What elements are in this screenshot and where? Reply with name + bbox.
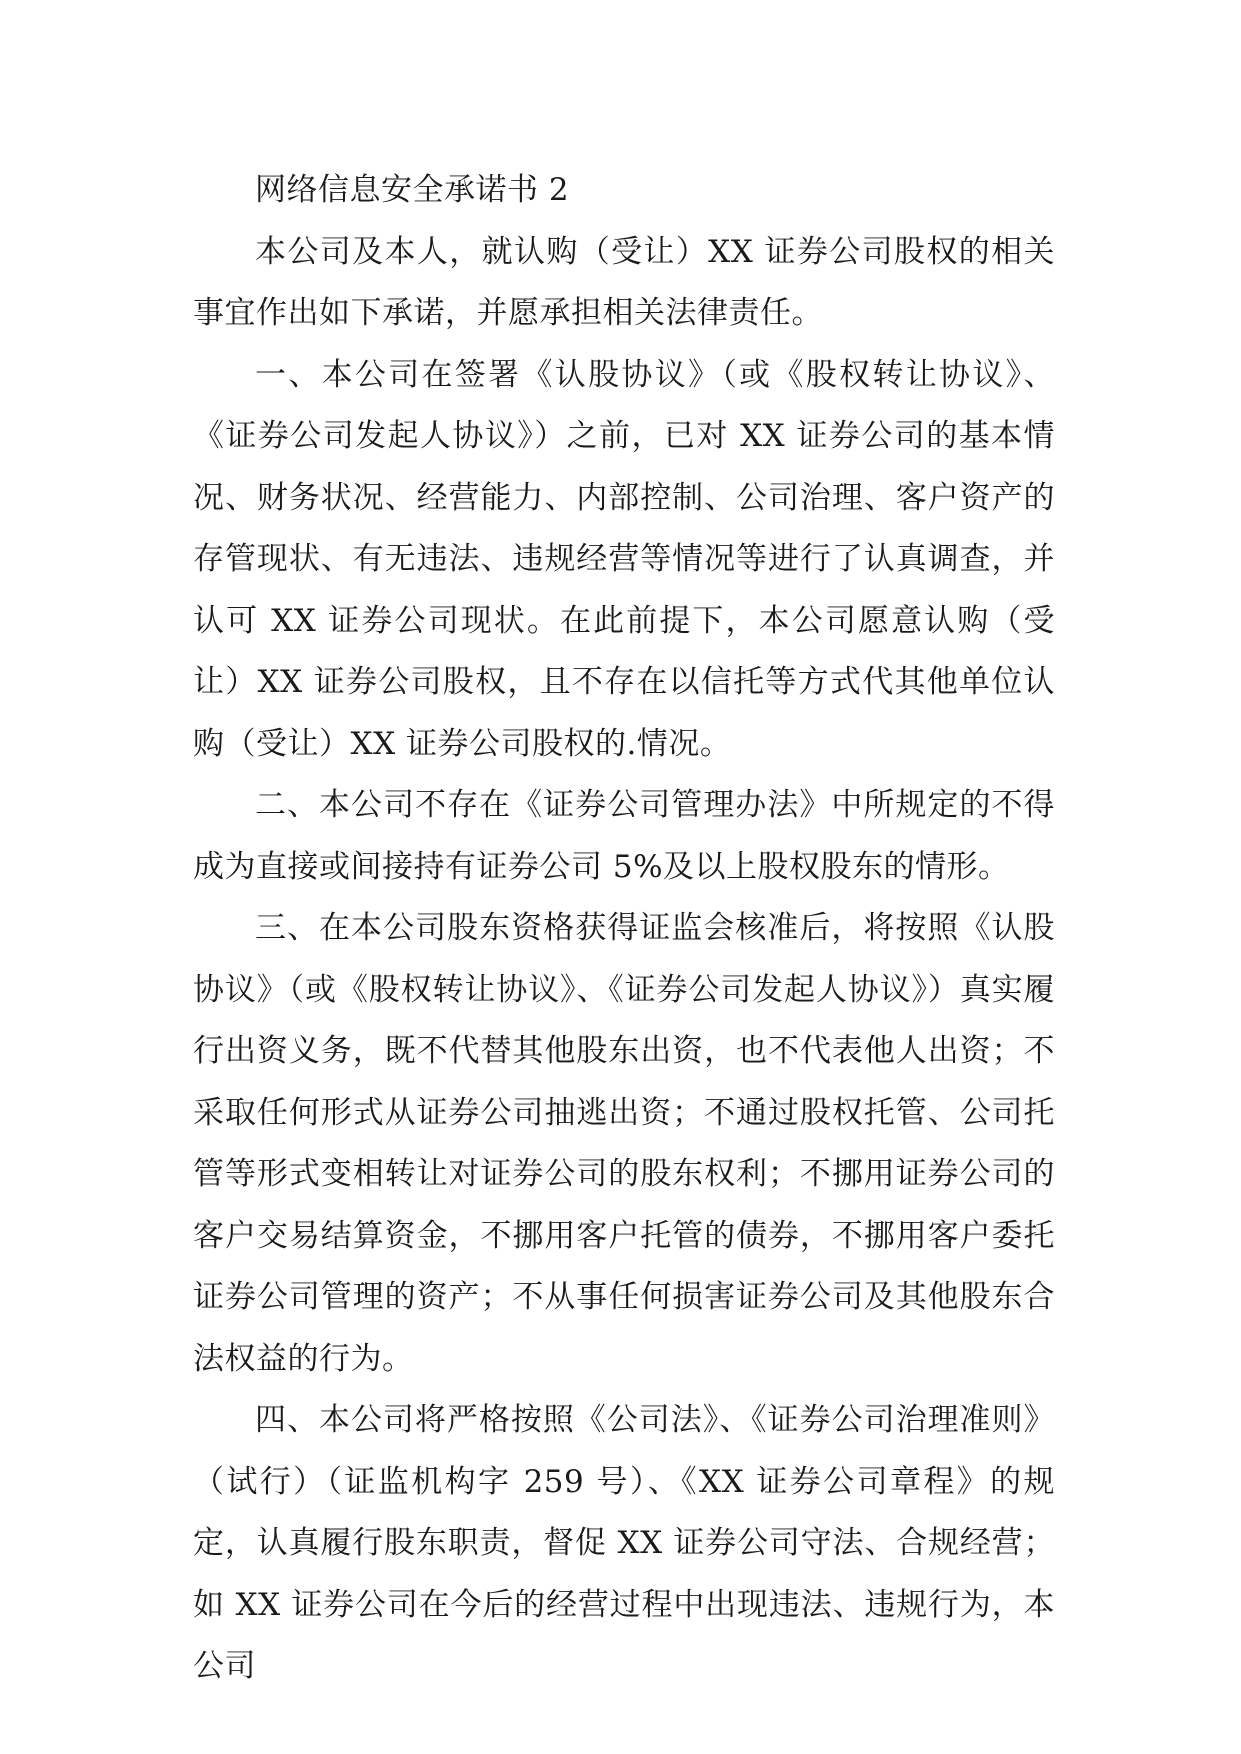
document-body	[193, 160, 1055, 1698]
document-title: 网络信息安全承诺书 2	[255, 172, 570, 208]
paragraph-clause-1: 一、本公司在签署《认股协议》（或《股权转让协议》、《证券公司发起人协议》）之前，已对 XX 证券公司的基本情况、财务状况、经营能力、内部控制、公司治理、客户资产的存管现状、有无违法、违规经营等情况等进行了认真调查，并认可 XX 证券公司现状。在此前提下，本公司愿意认购（受让）XX 证券公司股权，且不存在以信托等方式代其他单位认购（受让）XX 证券公司股权的.情况。	[193, 356, 1055, 762]
paragraph-intro: 本公司及本人，就认购（受让）XX 证券公司股权的相关事宜作出如下承诺，并愿承担相关法律责任。	[193, 233, 1055, 331]
paragraph-clause-2: 二、本公司不存在《证券公司管理办法》中所规定的不得成为直接或间接持有证券公司 5%及以上股权股东的情形。	[193, 787, 1055, 885]
paragraph-clause-4: 四、本公司将严格按照《公司法》、《证券公司治理准则》（试行）（证监机构字 259 号）、《XX 证券公司章程》的规定，认真履行股东职责，督促 XX 证券公司守法、合规经营；如 XX 证券公司在今后的经营过程中出现违法、违规行为，本公司	[193, 1402, 1055, 1684]
paragraph-clause-3: 三、在本公司股东资格获得证监会核准后，将按照《认股协议》（或《股权转让协议》、《证券公司发起人协议》）真实履行出资义务，既不代替其他股东出资，也不代表他人出资；不采取任何形式从证券公司抽逃出资；不通过股权托管、公司托管等形式变相转让对证券公司的股东权利；不挪用证券公司的客户交易结算资金，不挪用客户托管的债券，不挪用客户委托证券公司管理的资产；不从事任何损害证券公司及其他股东合法权益的行为。	[193, 910, 1055, 1377]
